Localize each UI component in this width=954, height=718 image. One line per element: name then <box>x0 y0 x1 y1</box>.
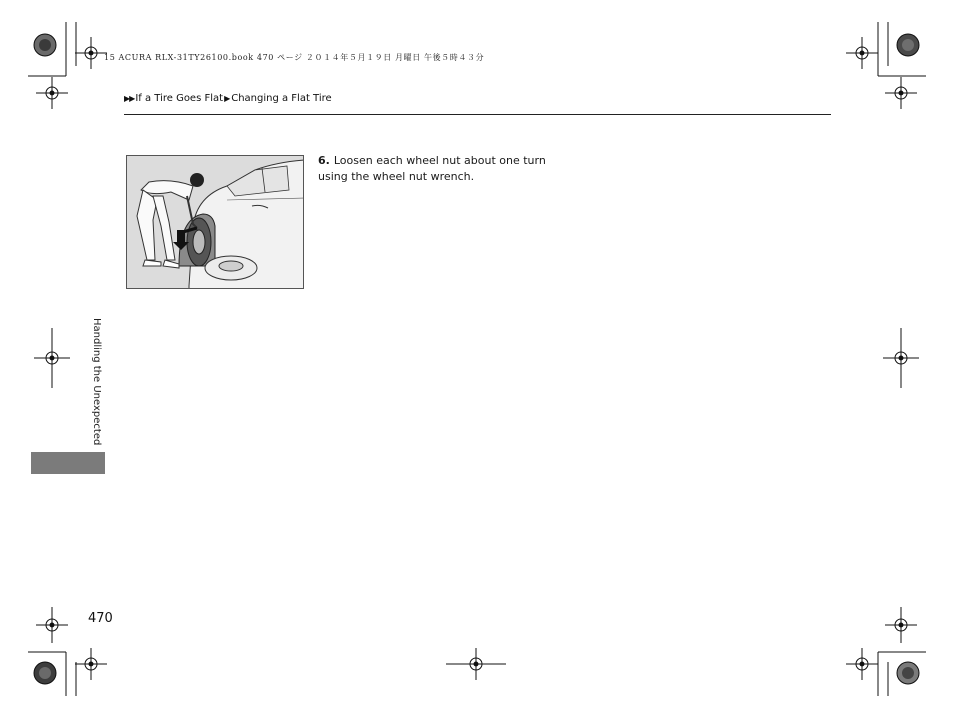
breadcrumb-section: If a Tire Goes Flat <box>135 93 224 104</box>
instruction-step <box>318 153 548 185</box>
header-rule <box>124 114 831 115</box>
breadcrumb <box>124 93 332 104</box>
breadcrumb-arrow-icon: ▶ <box>224 94 231 103</box>
breadcrumb-subsection: Changing a Flat Tire <box>231 93 332 104</box>
chapter-label-text: Handling the Unexpected <box>91 318 102 446</box>
page-number: 470 <box>88 611 113 626</box>
illustration-loosen-wheel-nuts <box>126 155 304 289</box>
step-text: Loosen each wheel nut about one turn using the wheel nut wrench. <box>318 154 546 183</box>
breadcrumb-arrow-icon: ▶▶ <box>124 94 135 103</box>
chapter-tab-block <box>31 452 105 474</box>
illustration-drawing <box>127 156 304 289</box>
print-file-info: 15 ACURA RLX-31TY26100.book 470 ページ ２０１４年５月１９日 月曜日 午後５時４３分 <box>104 53 485 62</box>
chapter-side-label <box>86 318 106 450</box>
step-number: 6. <box>318 154 330 167</box>
